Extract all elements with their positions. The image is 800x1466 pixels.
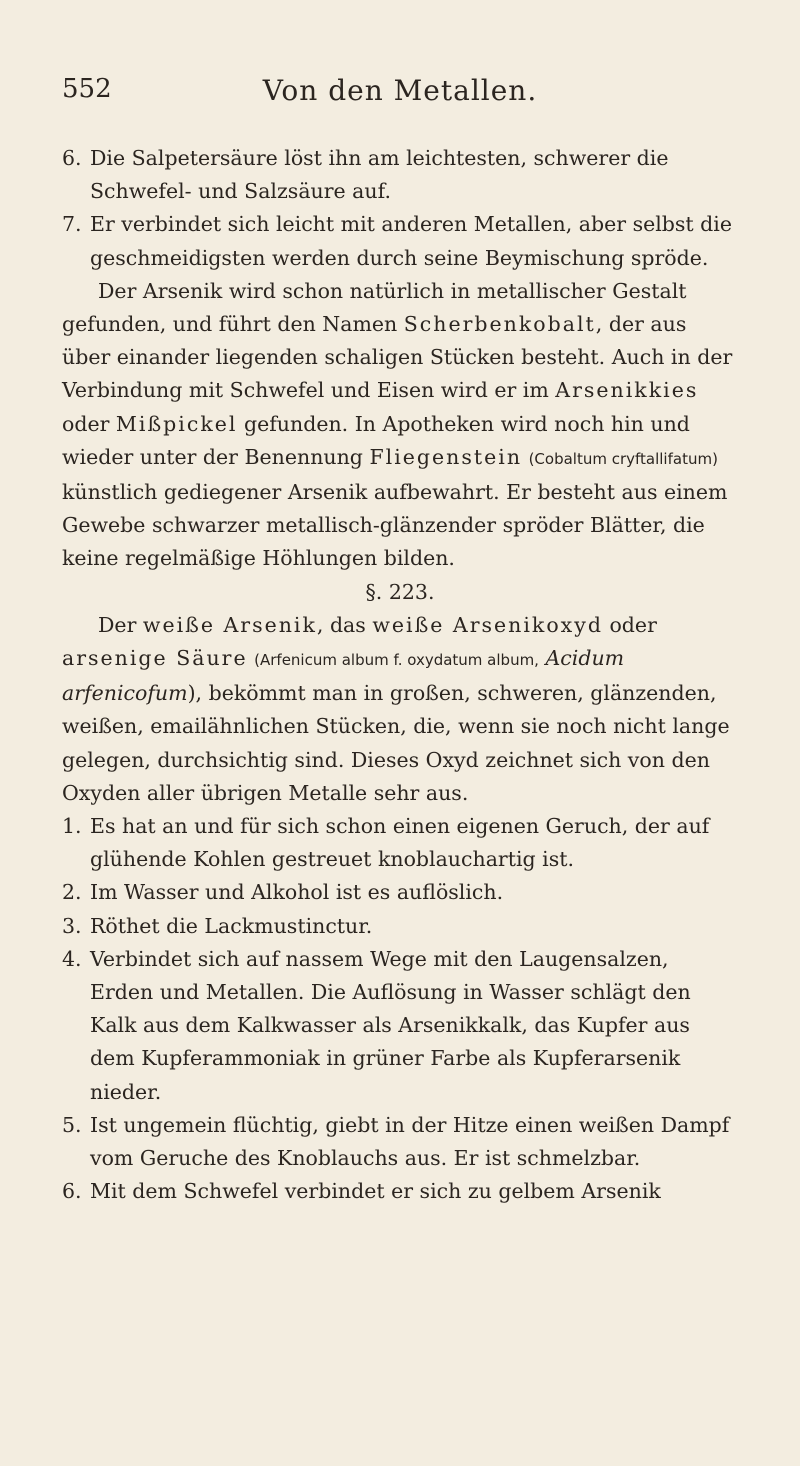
item-text: Verbindet sich auf nassem Wege mit den Laugensalzen, Erden und Metallen. Die Auflösung in Wasser schlägt den Kalk aus dem Kalkwasser als Arsenikkalk, das Kupfer aus dem Kupferammoniak in grüner Farbe als Kupferarsenik nieder. — [90, 946, 691, 1104]
item-number: 5. — [62, 1112, 82, 1137]
item-text: Mit dem Schwefel verbindet er sich zu gelbem Arsenik — [90, 1179, 661, 1204]
list-item — [62, 1175, 738, 1208]
term-scherbenkobalt: Scherbenkobalt — [403, 312, 596, 337]
paragraph-native-arsenic: Der Arsenik wird schon natürlich in metallischer Gestalt gefunden, und führt den Namen Scherbenkobalt, der aus über einander liegenden schaligen Stücken besteht. Auch in der Verbindung mit Schwefel und Eisen wird er im Arsenikkies oder Mißpickel gefunden. In Apotheken wird noch hin und wieder unter der Benennung Fliegenstein (Cobaltum cryftallifatum) künstlich gediegener Arsenik aufbewahrt. Er besteht aus einem Gewebe schwarzer metallisch-glänzender spröder Blätter, die keine regelmäßige Höhlungen bilden. — [62, 278, 733, 571]
latin-name: (Cobaltum cryftallifatum) — [528, 449, 718, 468]
italic-latin-name: Acidum arfenicofum — [62, 646, 625, 706]
item-number: 2. — [62, 880, 82, 905]
item-number: 6. — [62, 146, 82, 170]
list-item — [62, 876, 738, 909]
term-weisser-arsenik: weiße Arsenik — [142, 612, 317, 637]
list-item — [62, 943, 738, 1109]
term-arsenikkies: Arsenikkies — [555, 378, 699, 403]
term-arsenige-saeure: arsenige Säure — [62, 646, 248, 671]
item-number: 3. — [62, 913, 82, 938]
page-header — [0, 74, 800, 114]
term-weisses-arsenikoxyd: weiße Arsenikoxyd — [372, 612, 603, 637]
page-number: 552 — [62, 74, 112, 104]
item-text: Die Salpetersäure löst ihn am leichtesten, schwerer die Schwefel- und Salzsäure auf. — [90, 146, 669, 204]
list-item — [62, 208, 738, 274]
item-number: 4. — [62, 946, 82, 971]
list-item — [62, 810, 738, 876]
running-title: Von den Metallen. — [262, 74, 538, 107]
item-text: Röthet die Lackmustinctur. — [90, 913, 373, 938]
paragraph-white-arsenic: Der weiße Arsenik, das weiße Arsenikoxyd oder arsenige Säure (Arfenicum album f. oxydatum album, Acidum arfenicofum), bekömmt man in großen, schweren, glänzenden, weißen, emailähnlichen Stücken, die, wenn sie noch nicht lange gelegen, durchsichtig sind. Dieses Oxyd zeichnet sich von den Oxyden aller übrigen Metalle sehr aus. — [62, 612, 730, 805]
list-item — [62, 142, 738, 208]
item-text: Es hat an und für sich schon einen eigenen Geruch, der auf glühende Kohlen gestreuet knoblauchartig ist. — [90, 814, 710, 872]
item-number: 1. — [62, 814, 82, 839]
item-text: Im Wasser und Alkohol ist es auflöslich. — [90, 880, 504, 905]
item-text: Er verbindet sich leicht mit anderen Metallen, aber selbst die geschmeidigsten werden durch seine Beymischung spröde. — [90, 212, 732, 270]
item-text: Ist ungemein flüchtig, giebt in der Hitze einen weißen Dampf vom Geruche des Knoblauchs aus. Er ist schmelzbar. — [90, 1112, 730, 1171]
latin-name: (Arfenicum album f. oxydatum album, — [254, 651, 539, 670]
term-misspickel: Mißpickel — [115, 411, 238, 436]
term-fliegenstein: Fliegenstein — [369, 444, 523, 469]
list-item — [62, 1109, 738, 1175]
item-number: 6. — [62, 1179, 82, 1204]
section-heading: §. 223. — [365, 579, 435, 604]
item-number: 7. — [62, 212, 82, 237]
page-body — [62, 142, 738, 1209]
list-item — [62, 910, 738, 943]
